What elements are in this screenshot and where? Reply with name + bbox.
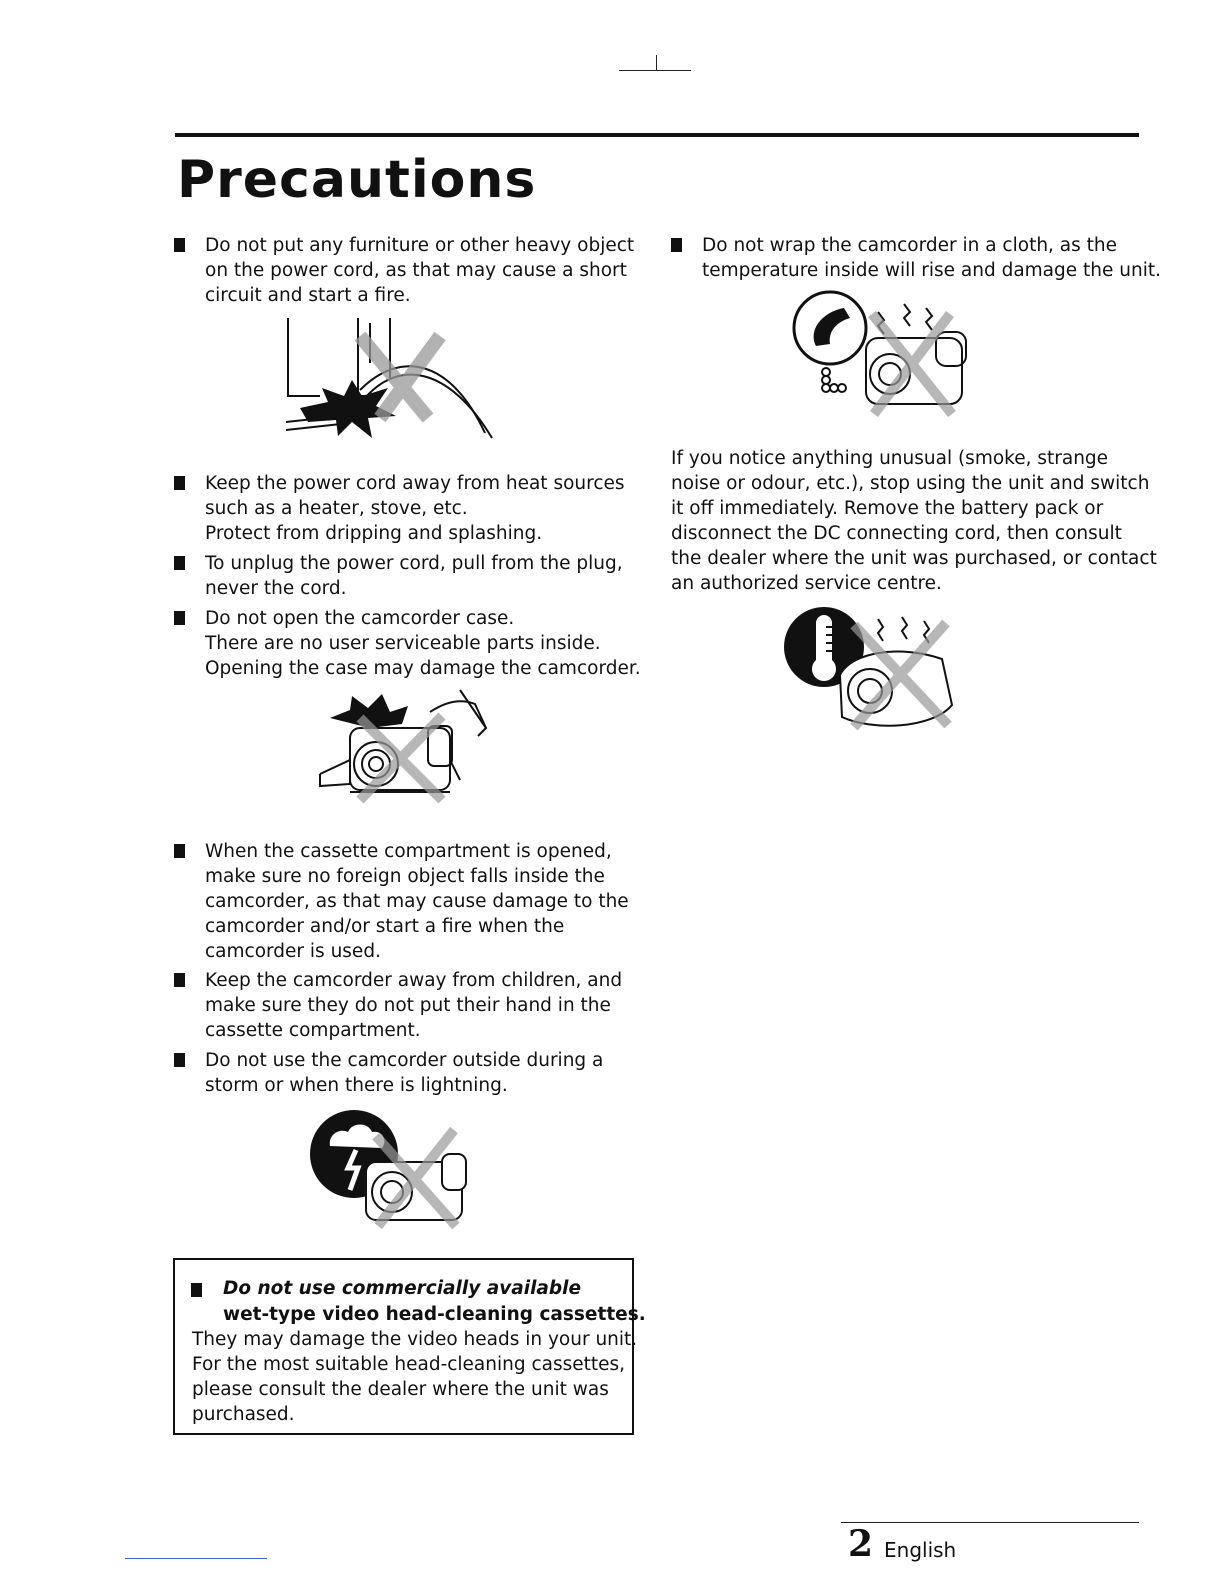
- precaution-item-heat-sources: [174, 471, 625, 546]
- item-line: Protect from dripping and splashing.: [205, 523, 543, 544]
- unusual-condition-paragraph: [671, 446, 1157, 596]
- bullet-square-icon: [174, 1053, 185, 1067]
- paragraph-line: disconnect the DC connecting cord, then consult: [671, 523, 1122, 544]
- paragraph-line: an authorized service centre.: [671, 573, 942, 594]
- top-registration-mark: [656, 55, 657, 70]
- bullet-square-icon: [174, 238, 185, 252]
- item-line: To unplug the power cord, pull from the plug,: [205, 553, 623, 574]
- callout-heading-line2: wet-type video head-cleaning cassettes.: [223, 1304, 646, 1325]
- camcorder-lightning-icon: [306, 1106, 476, 1234]
- item-line: temperature inside will rise and damage the unit.: [702, 260, 1161, 281]
- bullet-square-icon: [174, 476, 185, 490]
- precaution-item-children: [174, 968, 622, 1043]
- heavy-object-on-cord-icon: [280, 318, 500, 443]
- item-line: on the power cord, as that may cause a short: [205, 260, 627, 281]
- item-line: make sure no foreign object falls inside the: [205, 866, 605, 887]
- header-rule: [175, 133, 1139, 137]
- callout-body: [192, 1327, 637, 1427]
- item-line: make sure they do not put their hand in the: [205, 995, 611, 1016]
- item-line: Do not wrap the camcorder in a cloth, as the: [702, 235, 1118, 256]
- item-line: camcorder, as that may cause damage to the: [205, 891, 629, 912]
- paragraph-line: it off immediately. Remove the battery pack or: [671, 498, 1104, 519]
- callout-heading-line1: Do not use commercially available: [223, 1278, 582, 1299]
- paragraph-line: noise or odour, etc.), stop using the unit and switch: [671, 473, 1150, 494]
- callout-body-line: For the most suitable head-cleaning cassettes,: [192, 1354, 626, 1375]
- callout-body-line: please consult the dealer where the unit was: [192, 1379, 609, 1400]
- precaution-item-wrap-cloth: [671, 233, 1161, 283]
- item-line: cassette compartment.: [205, 1020, 421, 1041]
- item-line: never the cord.: [205, 578, 347, 599]
- bullet-square-icon: [174, 844, 185, 858]
- top-registration-line: [619, 70, 691, 71]
- item-line: Do not put any furniture or other heavy object: [205, 235, 635, 256]
- item-line: camcorder and/or start a fire when the: [205, 916, 565, 937]
- page-language: English: [884, 1538, 957, 1562]
- precaution-item-unplug: [174, 551, 623, 601]
- item-line: Do not use the camcorder outside during a: [205, 1050, 604, 1071]
- item-line: Keep the power cord away from heat sources: [205, 473, 625, 494]
- precaution-item-heavy-object: [174, 233, 634, 308]
- item-line: When the cassette compartment is opened,: [205, 841, 612, 862]
- item-line: Do not open the camcorder case.: [205, 608, 515, 629]
- bullet-square-icon: [174, 611, 185, 625]
- precaution-item-cassette-foreign-object: [174, 839, 629, 964]
- item-line: camcorder is used.: [205, 941, 381, 962]
- callout-head-cleaning: [173, 1258, 646, 1435]
- footer-rule: [841, 1522, 1139, 1523]
- item-line: Keep the camcorder away from children, and: [205, 970, 623, 991]
- bottom-margin-rule: [125, 1558, 267, 1559]
- item-line: circuit and start a fire.: [205, 285, 411, 306]
- item-line: There are no user serviceable parts inside.: [205, 633, 601, 654]
- bullet-square-icon: [671, 238, 682, 252]
- item-line: storm or when there is lightning.: [205, 1075, 508, 1096]
- precaution-item-open-case: [174, 606, 641, 681]
- item-line: such as a heater, stove, etc.: [205, 498, 468, 519]
- bullet-square-icon: [191, 1283, 202, 1297]
- bullet-square-icon: [174, 556, 185, 570]
- camcorder-wrapped-cloth-icon: [786, 290, 976, 420]
- page-title: Precautions: [177, 150, 537, 210]
- page-number: 2: [848, 1523, 874, 1565]
- camcorder-overheat-icon: [782, 605, 962, 737]
- callout-body-line: They may damage the video heads in your unit.: [192, 1329, 638, 1350]
- paragraph-line: If you notice anything unusual (smoke, strange: [671, 448, 1109, 469]
- paragraph-line: the dealer where the unit was purchased, or contact: [671, 548, 1157, 569]
- precaution-item-lightning: [174, 1048, 603, 1098]
- camcorder-open-case-icon: [310, 688, 500, 810]
- callout-body-line: purchased.: [192, 1404, 295, 1425]
- bullet-square-icon: [174, 973, 185, 987]
- item-line: Opening the case may damage the camcorder.: [205, 658, 641, 679]
